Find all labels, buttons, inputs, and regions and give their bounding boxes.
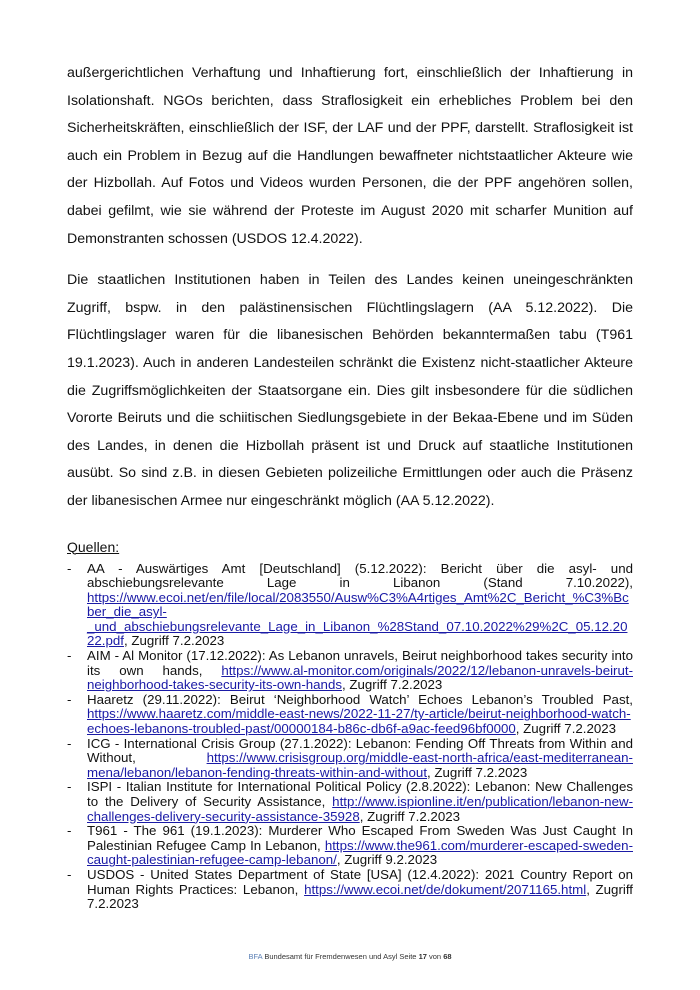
source-text: AA - Auswärtiges Amt [Deutschland] (5.12.2022): Bericht über die asyl- und abschiebungsrelevante Lage in Libanon (Stand 7.10.2022), [87,560,633,591]
sources-list [67,562,633,912]
list-dash: - [67,866,72,882]
source-item [67,780,633,824]
footer-org: Bundesamt für Fremdenwesen und Asyl Seite [262,951,419,961]
list-dash: - [67,691,72,707]
footer-of: von [426,951,444,961]
source-access-date: , Zugriff 7.2.2023 [342,677,443,693]
source-text: USDOS - United States Department of State [USA] (12.4.2022): 2021 Country Report on Human Rights Practices: Lebanon, [87,866,633,897]
source-link[interactable]: https://www.ecoi.net/de/dokument/2071165.html [304,881,587,897]
list-dash: - [67,779,72,795]
source-access-date: , Zugriff 9.2.2023 [336,852,438,868]
bfa-logo-text: BFA [248,951,263,961]
list-dash: - [67,560,72,576]
source-access-date: , Zugriff 7.2.2023 [87,881,633,912]
source-text: AIM - Al Monitor (17.12.2022): As Lebanon unravels, Beirut neighborhood takes security into its own hands, [87,648,633,678]
source-text: ISPI - Italian Institute for International Political Policy (2.8.2022): Lebanon: New Challenges to the Delivery of Security Assistance, [87,779,633,809]
source-item [67,868,633,912]
source-link[interactable]: https://www.the961.com/murderer-escaped-sweden-caught-palestinian-refugee-camp-lebanon/ [87,837,633,868]
sources-heading: Quellen: [67,538,120,555]
body-paragraph: Die staatlichen Institutionen haben in Teilen des Landes keinen uneingeschränkten Zugriff, bspw. in den palästinensischen Flüchtlingslagern (AA 5.12.2022). Die Flüchtlingslager waren für die libanesischen Behörden bekanntermaßen tabu (T961 19.1.2023). Auch in anderen Landesteilen schränkt die Existenz nicht-staatlicher Akteure die Zugriffsmöglichkeiten der Staatsorgane ein. Dies gilt insbesondere für die südlichen Vororte Beiruts und die schiitischen Siedlungsgebiete in der Bekaa-Ebene und im Süden des Landes, in denen die Hizbollah präsent ist und Druck auf staatliche Institutionen ausübt. So sind z.B. in diesen Gebieten polizeiliche Ermittlungen oder auch die Präsenz der libanesischen Armee nur eingeschränkt möglich (AA 5.12.2022). [67,272,633,509]
source-link[interactable]: https://www.crisisgroup.org/middle-east-north-africa/east-mediterranean-mena/lebanon/lebanon-fending-threats-within-and-without [87,750,633,780]
source-link[interactable]: http://www.ispionline.it/en/publication/lebanon-new-challenges-delivery-security-assistance-35928 [87,794,634,824]
source-access-date: , Zugriff 7.2.2023 [359,808,461,824]
source-text: ICG - International Crisis Group (27.1.2022): Lebanon: Fending Off Threats from Within and Without, [87,735,633,766]
source-link[interactable]: https://www.haaretz.com/middle-east-news/2022-11-27/ty-article/beirut-neighborhood-watch-echoes-lebanons-troubled-past/00000184-b86c-db6f-a9ac-feed96bf0000 [87,706,631,737]
list-dash: - [67,648,72,664]
source-access-date: , Zugriff 7.2.2023 [515,721,617,737]
source-item [67,737,633,781]
page-number: 17 [418,951,427,961]
source-access-date: , Zugriff 7.2.2023 [123,633,225,649]
list-dash: - [67,735,72,751]
source-item [67,693,633,737]
page-total: 68 [443,951,452,961]
source-item [67,824,633,868]
page-footer [0,952,700,982]
source-item [67,562,633,650]
source-text: Haaretz (29.11.2022): Beirut ‘Neighborhood Watch’ Echoes Lebanon’s Troubled Past, [87,691,633,707]
source-text: T961 - The 961 (19.1.2023): Murderer Who Escaped From Sweden Was Just Caught In Palestinian Refugee Camp In Lebanon, [87,823,633,853]
source-item [67,649,633,693]
source-access-date: , Zugriff 7.2.2023 [427,764,528,780]
body-paragraph: außergerichtlichen Verhaftung und Inhaftierung fort, einschließlich der Inhaftierung in Isolationshaft. NGOs berichten, dass Straflosigkeit ein erhebliches Problem bei den Sicherheitskräften, einschließlich der ISF, der LAF und der PPF, darstellt. Straflosigkeit ist auch ein Problem in Bezug auf die Handlungen bewaffneter nichtstaatlicher Akteure wie der Hizbollah. Auf Fotos und Videos wurden Personen, die der PPF angehören sollen, dabei gefilmt, wie sie während der Proteste im August 2020 mit scharfer Munition auf Demonstranten schossen (USDOS 12.4.2022). [67,65,633,247]
list-dash: - [67,823,72,839]
source-link[interactable]: https://www.al-monitor.com/originals/2022/12/lebanon-unravels-beirut-neighborhood-takes-security-its-own-hands [87,662,633,693]
source-link[interactable]: https://www.ecoi.net/en/file/local/2083550/Ausw%C3%A4rtiges_Amt%2C_Bericht_%C3%Bcber_die_asyl-_und_abschiebungsrelevante_Lage_in_Libanon_%28Stand_07.10.2022%29%2C_05.12.2022.pdf [87,589,629,649]
